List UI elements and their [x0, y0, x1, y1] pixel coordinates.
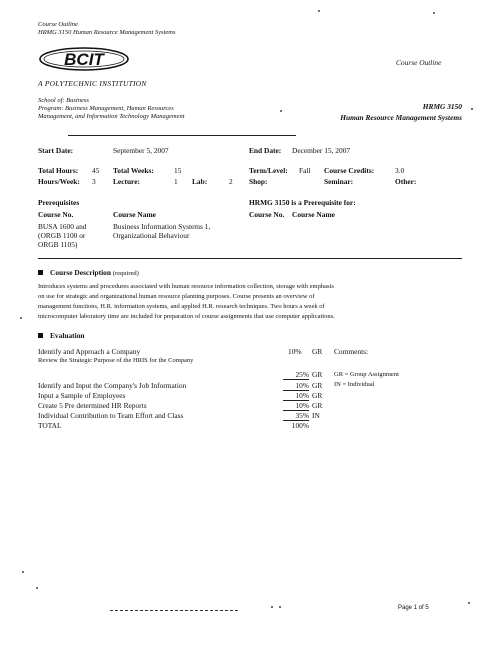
eval-pct: 10%: [288, 347, 302, 356]
legend-group: GR = Group Assignment: [334, 371, 399, 378]
prereq-col-name: Course Name: [113, 210, 156, 219]
prereq-row-name: Organizational Behaviour: [113, 231, 190, 240]
prereq-row-name: Business Information Systems 1,: [113, 222, 211, 231]
scan-speck: [271, 606, 273, 608]
prereq-for-heading: HRMG 3150 is a Prerequisite for:: [249, 198, 356, 207]
bullet-square-icon: [38, 270, 43, 275]
seminar-label: Seminar:: [324, 177, 354, 186]
credits-label: Course Credits:: [324, 166, 375, 175]
eval-total-label: TOTAL: [38, 421, 62, 430]
total-weeks-value: 15: [174, 166, 182, 175]
eval-item: Identify and Input the Company's Job Information: [38, 381, 187, 390]
eval-item: Review the Strategic Purpose of the HRIS for the Company: [38, 357, 194, 364]
eval-pct: 10%: [283, 401, 309, 411]
bcit-logo-graphic: [38, 45, 132, 73]
course-line: HRMG 3150 Human Resource Management Systems: [38, 29, 176, 36]
description-line: Introduces systems and procedures associated with human resource information collection, storage with emphasis: [38, 283, 334, 290]
section-divider: [38, 258, 462, 259]
lecture-label: Lecture:: [113, 177, 140, 186]
total-weeks-label: Total Weeks:: [113, 166, 154, 175]
scan-speck: [471, 108, 473, 110]
total-hours-value: 45: [92, 166, 100, 175]
eval-pct: 10%: [283, 391, 309, 401]
eval-item: Create 5 Pre determined HR Reports: [38, 401, 147, 410]
right-title: Course Outline: [396, 58, 442, 67]
footer-divider: [110, 610, 238, 611]
school: School of: Business: [38, 97, 89, 104]
start-date-label: Start Date:: [38, 146, 74, 155]
course-code: HRMG 3150: [422, 102, 462, 111]
course-name: Human Resource Management Systems: [340, 113, 462, 122]
prereq-for-col-name: Course Name: [292, 210, 335, 219]
eval-type: IN: [312, 411, 320, 420]
eval-item: Individual Contribution to Team Effort and Class: [38, 411, 184, 420]
eval-item: Identify and Approach a Company: [38, 347, 141, 356]
scan-speck: [468, 602, 470, 604]
description-heading: Course Description: [50, 268, 111, 277]
description-heading-note: (required): [112, 270, 139, 277]
other-label: Other:: [395, 177, 417, 186]
scan-speck: [318, 10, 320, 12]
eval-type: GR: [312, 381, 323, 390]
prereq-for-col-no: Course No.: [249, 210, 285, 219]
start-date-value: September 5, 2007: [113, 146, 169, 155]
eval-type: GR: [312, 347, 323, 356]
scan-speck: [22, 571, 24, 573]
logo-text: BCIT: [64, 50, 104, 69]
doc-title: Course Outline: [38, 21, 78, 28]
description-line: management functions, H.R. information systems, and applied H.R. research techniques. Two hours a week of: [38, 303, 325, 310]
scan-speck: [280, 110, 282, 112]
end-date-value: December 15, 2007: [292, 146, 351, 155]
description-line: on use for strategic and organizational human resource planning purposes. Course presents an overview of: [38, 293, 315, 300]
lab-label: Lab:: [192, 177, 208, 186]
institution: A POLYTECHNIC INSTITUTION: [38, 79, 147, 88]
eval-pct: 35%: [283, 411, 309, 421]
hours-week-value: 3: [92, 177, 96, 186]
prereq-row-no: (ORGB 1100 or: [38, 231, 86, 240]
eval-type: GR: [312, 391, 323, 400]
hours-week-label: Hours/Week:: [38, 177, 80, 186]
program-line-2: Management, and Information Technology Management: [38, 113, 185, 120]
description-line: microcomputer laboratory time are included for preparation of course assignments that use computer applications.: [38, 313, 335, 320]
total-hours-label: Total Hours:: [38, 166, 79, 175]
legend-individual: IN = Individual: [334, 381, 375, 388]
bcit-logo: [38, 45, 132, 73]
bullet-square-icon: [38, 333, 43, 338]
evaluation-heading: Evaluation: [50, 331, 85, 340]
scan-speck: [279, 606, 281, 608]
eval-type: GR: [312, 401, 323, 410]
eval-pct: 10%: [283, 381, 309, 391]
lecture-value: 1: [174, 177, 178, 186]
prereq-row-no: ORGB 1105): [38, 240, 78, 249]
scan-speck: [433, 12, 435, 14]
shop-label: Shop:: [249, 177, 268, 186]
credits-value: 3.0: [395, 166, 405, 175]
description-heading-row: [50, 268, 139, 278]
prereq-heading: Prerequisites: [38, 198, 80, 207]
lab-value: 2: [229, 177, 233, 186]
program-line-1: Program: Business Management, Human Resources: [38, 105, 174, 112]
header-divider: [68, 135, 296, 136]
term-value: Fall: [299, 166, 311, 175]
scan-speck: [36, 587, 38, 589]
term-label: Term/Level:: [249, 166, 288, 175]
eval-pct: 25%: [283, 370, 309, 380]
prereq-row-no: BUSA 1600 and: [38, 222, 87, 231]
comments-label: Comments:: [334, 347, 369, 356]
eval-total-pct: 100%: [291, 421, 309, 430]
scan-speck: [20, 317, 22, 319]
prereq-col-no: Course No.: [38, 210, 74, 219]
page-number: Page 1 of 5: [398, 605, 429, 611]
end-date-label: End Date:: [249, 146, 282, 155]
eval-type: GR: [312, 370, 323, 379]
eval-item: Input a Sample of Employees: [38, 391, 126, 400]
